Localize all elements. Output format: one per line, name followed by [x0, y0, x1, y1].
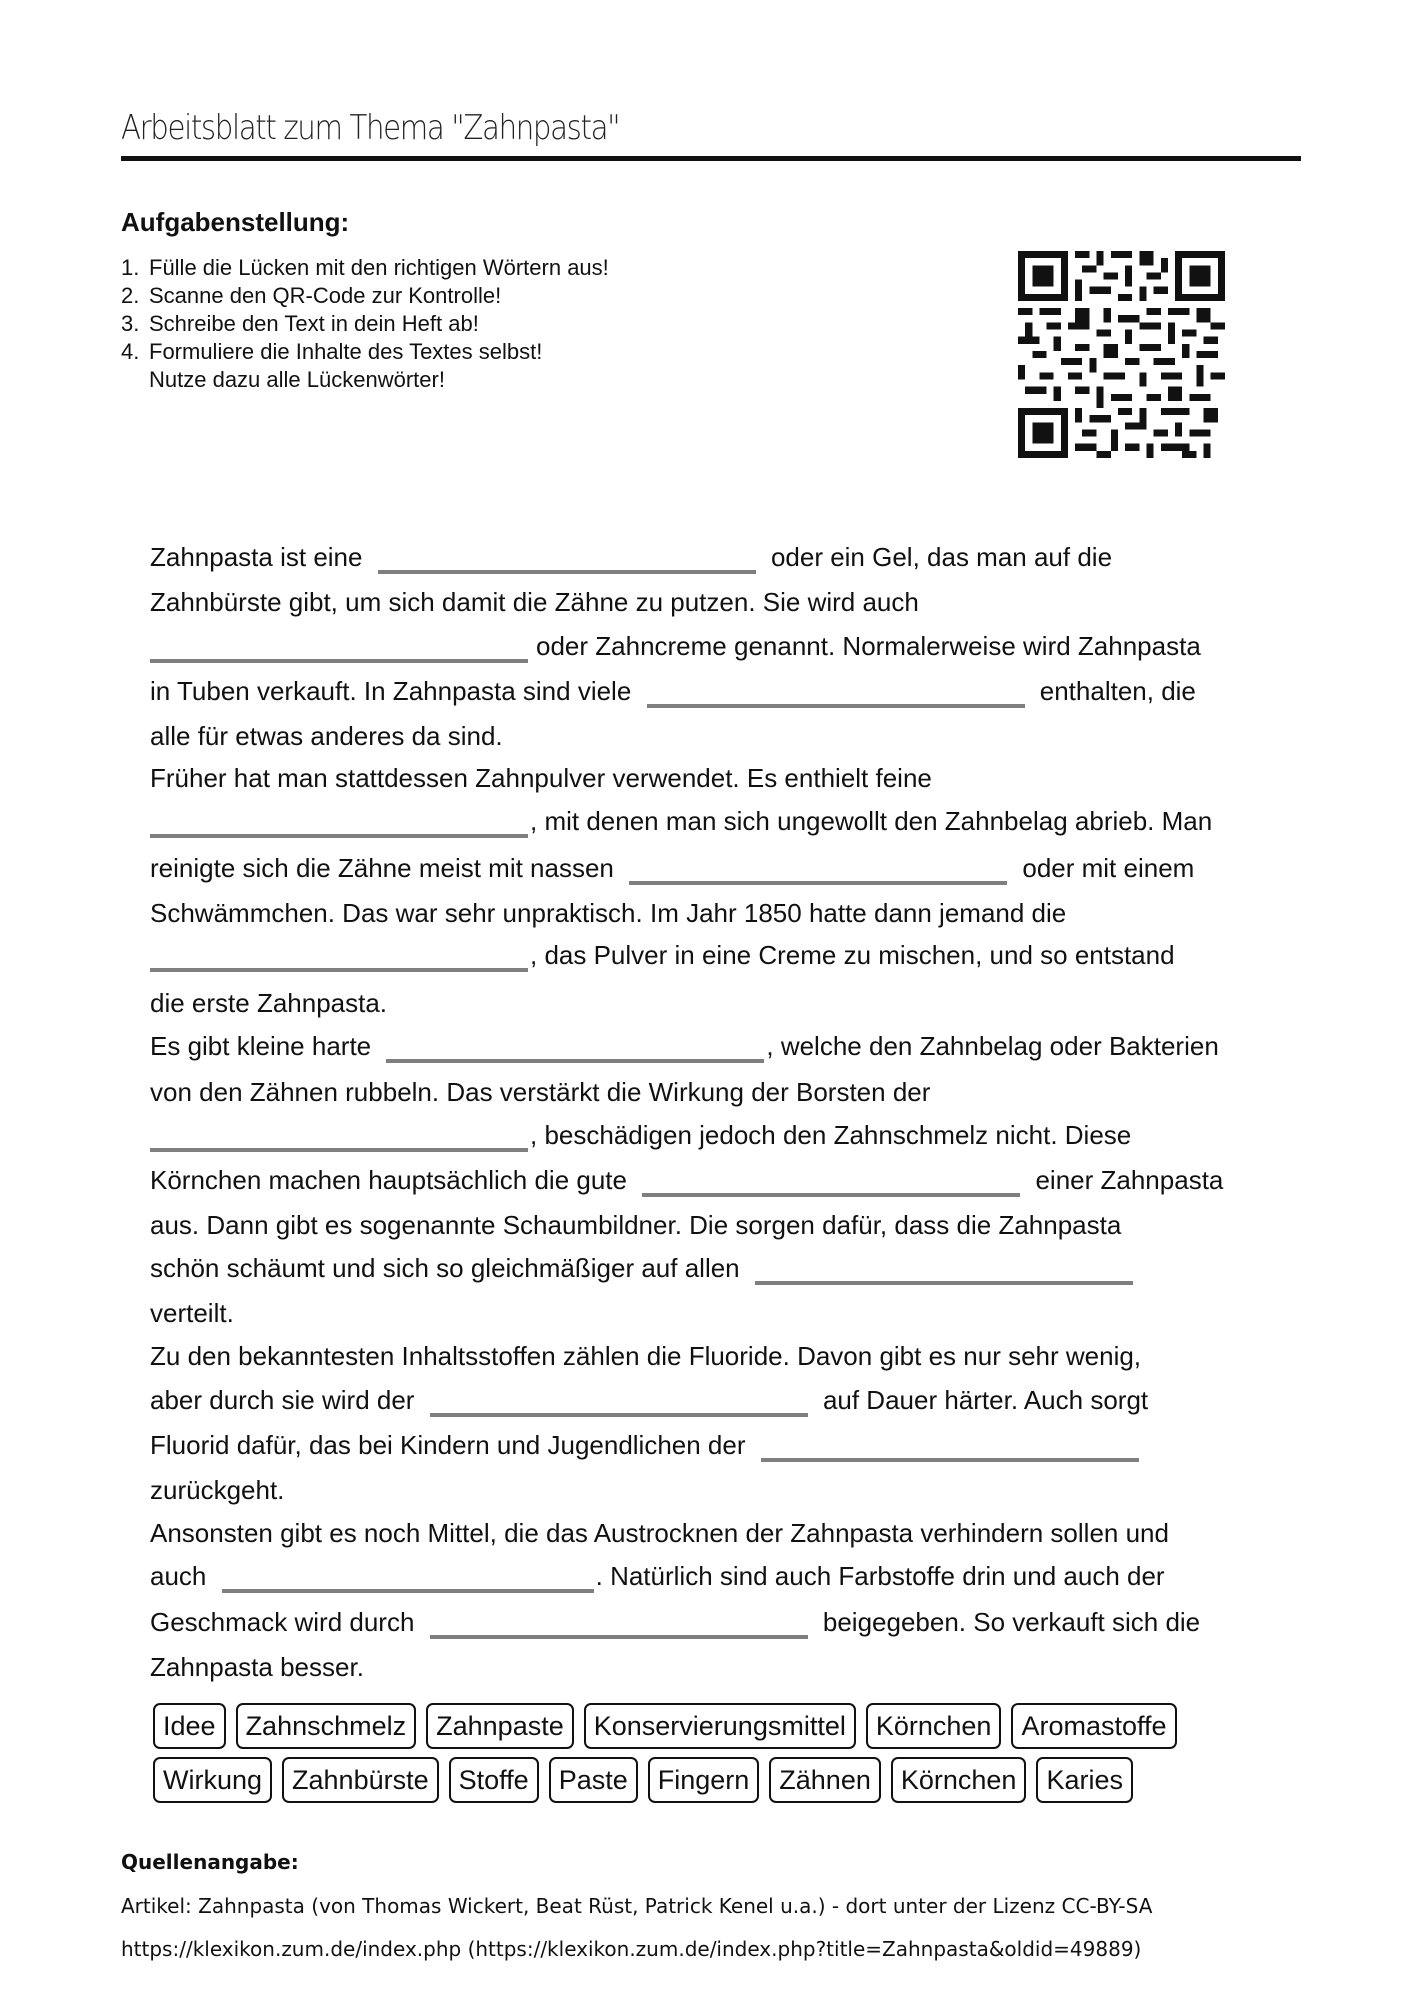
text-line: Schwämmchen. Das war sehr unpraktisch. Im Jahr 1850 hatte dann jemand die — [150, 898, 1067, 928]
word-chip[interactable]: Wirkung — [153, 1757, 272, 1803]
text-line: schön schäumt und sich so gleichmäßiger auf allen — [150, 1251, 1141, 1285]
text-line: Geschmack wird durch beigegeben. So verkauft sich die — [150, 1607, 1201, 1637]
text-line: auch . Natürlich sind auch Farbstoffe drin und auch der — [150, 1561, 1165, 1591]
blank-field[interactable] — [755, 1251, 1133, 1285]
blank-field[interactable] — [386, 1029, 764, 1063]
text-line: verteilt. — [150, 1298, 234, 1328]
task-list — [121, 254, 609, 394]
text-line: Zahnpasta ist eine oder ein Gel, das man auf die — [150, 542, 1113, 572]
task-item: 2. Scanne den QR-Code zur Kontrolle! — [121, 283, 502, 308]
word-bank-row — [153, 1703, 1177, 1749]
text-line: Früher hat man stattdessen Zahnpulver verwendet. Es enthielt feine — [150, 763, 932, 793]
word-chip[interactable]: Körnchen — [866, 1703, 1002, 1749]
blank-field[interactable] — [761, 1428, 1139, 1462]
word-chip[interactable]: Aromastoffe — [1011, 1703, 1176, 1749]
text-line: Körnchen machen hauptsächlich die gute einer Zahnpasta — [150, 1165, 1224, 1195]
text-line: in Tuben verkauft. In Zahnpasta sind viele enthalten, die — [150, 676, 1196, 706]
word-bank-row — [153, 1757, 1133, 1803]
blank-field[interactable] — [150, 938, 528, 972]
text-line: Es gibt kleine harte , welche den Zahnbelag oder Bakterien — [150, 1031, 1219, 1061]
task-heading: Aufgabenstellung: — [121, 207, 350, 237]
task-item: 3. Schreibe den Text in dein Heft ab! — [121, 311, 479, 336]
blank-field[interactable] — [150, 804, 528, 838]
text-line: , beschädigen jedoch den Zahnschmelz nicht. Diese — [150, 1118, 1131, 1152]
text-line: zurückgeht. — [150, 1475, 285, 1505]
blank-field[interactable] — [150, 629, 528, 663]
text-line: von den Zähnen rubbeln. Das verstärkt die Wirkung der Borsten der — [150, 1077, 931, 1107]
blank-field[interactable] — [647, 674, 1025, 708]
title-divider — [121, 156, 1301, 161]
text-line: Ansonsten gibt es noch Mittel, die das Austrocknen der Zahnpasta verhindern sollen und — [150, 1518, 1169, 1548]
text-line: oder Zahncreme genannt. Normalerweise wird Zahnpasta — [150, 629, 1201, 663]
text-line: Zahnbürste gibt, um sich damit die Zähne zu putzen. Sie wird auch — [150, 587, 919, 617]
qr-code-icon — [1018, 251, 1225, 458]
task-item: 4. Formuliere die Inhalte des Textes selbst! — [121, 339, 543, 364]
word-chip[interactable]: Karies — [1036, 1757, 1133, 1803]
word-chip[interactable]: Idee — [153, 1703, 226, 1749]
source-citation: Artikel: Zahnpasta (von Thomas Wickert, Beat Rüst, Patrick Kenel u.a.) - dort unter der Lizenz CC-BY-SA — [121, 1894, 1153, 1918]
blank-field[interactable] — [642, 1163, 1020, 1197]
text-line: reinigte sich die Zähne meist mit nassen oder mit einem — [150, 853, 1195, 883]
blank-field[interactable] — [430, 1605, 808, 1639]
blank-field[interactable] — [378, 540, 756, 574]
blank-field[interactable] — [222, 1559, 594, 1593]
word-chip[interactable]: Paste — [549, 1757, 638, 1803]
text-line: , das Pulver in eine Creme zu mischen, und so entstand — [150, 938, 1175, 972]
task-item: 1. Fülle die Lücken mit den richtigen Wörtern aus! — [121, 255, 609, 280]
word-chip[interactable]: Körnchen — [891, 1757, 1027, 1803]
word-chip[interactable]: Stoffe — [449, 1757, 539, 1803]
word-chip[interactable]: Zahnpaste — [426, 1703, 574, 1749]
word-chip[interactable]: Zahnschmelz — [236, 1703, 417, 1749]
word-chip[interactable]: Zahnbürste — [282, 1757, 439, 1803]
sources-heading: Quellenangabe: — [121, 1850, 299, 1874]
source-url: https://klexikon.zum.de/index.php (https://klexikon.zum.de/index.php?title=Zahnpasta&oldid=49889) — [121, 1937, 1142, 1961]
text-line: , mit denen man sich ungewollt den Zahnbelag abrieb. Man — [150, 804, 1212, 838]
page-title: Arbeitsblatt zum Thema "Zahnpasta" — [121, 108, 620, 148]
text-line: Fluorid dafür, das bei Kindern und Jugendlichen der — [150, 1428, 1147, 1462]
word-chip[interactable]: Fingern — [648, 1757, 760, 1803]
word-chip[interactable]: Zähnen — [769, 1757, 881, 1803]
text-line: aber durch sie wird der auf Dauer härter. Auch sorgt — [150, 1385, 1149, 1415]
blank-field[interactable] — [629, 851, 1007, 885]
blank-field[interactable] — [150, 1118, 528, 1152]
word-chip[interactable]: Konservierungsmittel — [584, 1703, 856, 1749]
task-item-continuation: Nutze dazu alle Lückenwörter! — [149, 367, 445, 392]
text-line: Zu den bekanntesten Inhaltsstoffen zählen die Fluoride. Davon gibt es nur sehr wenig, — [150, 1341, 1142, 1371]
text-line: Zahnpasta besser. — [150, 1652, 364, 1682]
text-line: alle für etwas anderes da sind. — [150, 721, 503, 751]
text-line: aus. Dann gibt es sogenannte Schaumbildner. Die sorgen dafür, dass die Zahnpasta — [150, 1210, 1122, 1240]
text-line: die erste Zahnpasta. — [150, 988, 388, 1018]
blank-field[interactable] — [430, 1383, 808, 1417]
